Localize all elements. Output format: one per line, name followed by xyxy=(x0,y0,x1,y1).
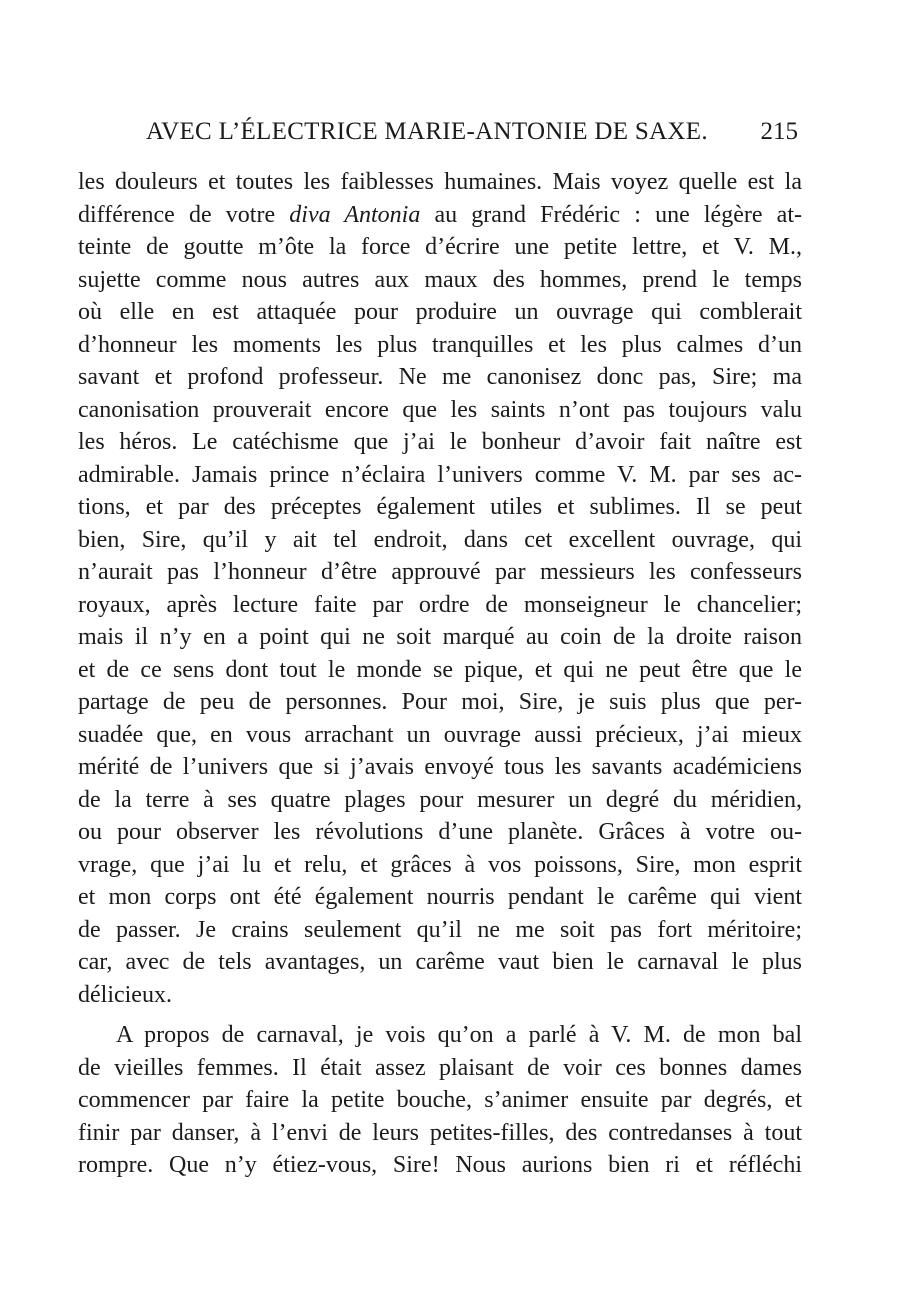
text-line: teinte de goutte m’ôte la force d’écrire une petite lettre, et V. M., xyxy=(78,234,802,260)
text-line: ou pour observer les révolutions d’une planète. Grâces à votre ou- xyxy=(78,819,802,845)
text-line: où elle en est attaquée pour produire un ouvrage qui comblerait xyxy=(78,299,802,325)
text-line: savant et profond professeur. Ne me canonisez donc pas, Sire; ma xyxy=(78,364,802,390)
paragraph-1 xyxy=(78,166,802,1011)
text-line: d’honneur les moments les plus tranquilles et les plus calmes d’un xyxy=(78,331,802,358)
paragraph-gap xyxy=(78,1011,802,1019)
text-line: rompre. Que n’y étiez-vous, Sire! Nous aurions bien ri et réfléchi xyxy=(78,1152,802,1178)
text-line: commencer par faire la petite bouche, s’animer ensuite par degrés, et xyxy=(78,1087,802,1113)
text-line: partage de peu de personnes. Pour moi, Sire, je suis plus que per- xyxy=(78,689,802,715)
text-line: n’aurait pas l’honneur d’être approuvé par messieurs les confesseurs xyxy=(78,559,802,585)
text-line: délicieux. xyxy=(78,981,172,1008)
text-line: A propos de carnaval, je vois qu’on a parlé à V. M. de mon bal xyxy=(116,1022,802,1048)
text-line xyxy=(78,199,802,232)
text-line: et de ce sens dont tout le monde se pique, et qui ne peut être que le xyxy=(78,656,802,683)
text-line: les héros. Le catéchisme que j’ai le bonheur d’avoir fait naître est xyxy=(78,429,802,455)
text-line: de la terre à ses quatre plages pour mesurer un degré du méridien, xyxy=(78,786,802,813)
italic-phrase: diva Antonia xyxy=(289,201,421,228)
text-line: vrage, que j’ai lu et relu, et grâces à vos poissons, Sire, mon esprit xyxy=(78,851,802,878)
text-segment: au grand Frédéric : une légère at- xyxy=(420,201,802,228)
text-line: et mon corps ont été également nourris pendant le carême qui vient xyxy=(78,884,802,910)
running-title: AVEC L’ÉLECTRICE MARIE-ANTONIE DE SAXE. xyxy=(146,118,708,145)
paragraph-2 xyxy=(78,1019,802,1182)
text-line: de passer. Je crains seulement qu’il ne me soit pas fort méritoire; xyxy=(78,916,802,943)
text-line: sujette comme nous autres aux maux des hommes, prend le temps xyxy=(78,266,802,293)
text-line: admirable. Jamais prince n’éclaira l’univers comme V. M. par ses ac- xyxy=(78,461,802,488)
text-line: de vieilles femmes. Il était assez plaisant de voir ces bonnes dames xyxy=(78,1054,802,1081)
body-text xyxy=(78,166,802,1182)
text-line: suadée que, en vous arrachant un ouvrage aussi précieux, j’ai mieux xyxy=(78,721,802,748)
text-line: car, avec de tels avantages, un carême vaut bien le carnaval le plus xyxy=(78,949,802,975)
text-line: mais il n’y en a point qui ne soit marqué au coin de la droite raison xyxy=(78,624,802,650)
text-line: mérité de l’univers que si j’avais envoyé tous les savants académiciens xyxy=(78,754,802,780)
text-line: royaux, après lecture faite par ordre de monseigneur le chancelier; xyxy=(78,591,802,618)
text-line: les douleurs et toutes les faiblesses humaines. Mais voyez quelle est la xyxy=(78,169,802,195)
text-line: finir par danser, à l’envi de leurs petites-filles, des contredanses à tout xyxy=(78,1119,802,1146)
text-segment: différence de votre xyxy=(78,201,290,228)
page-number: 215 xyxy=(760,118,798,145)
text-line: tions, et par des préceptes également utiles et sublimes. Il se peut xyxy=(78,494,802,520)
text-line: bien, Sire, qu’il y ait tel endroit, dans cet excellent ouvrage, qui xyxy=(78,526,802,553)
text-line: canonisation prouverait encore que les saints n’ont pas toujours valu xyxy=(78,396,802,423)
page-header xyxy=(146,118,798,152)
